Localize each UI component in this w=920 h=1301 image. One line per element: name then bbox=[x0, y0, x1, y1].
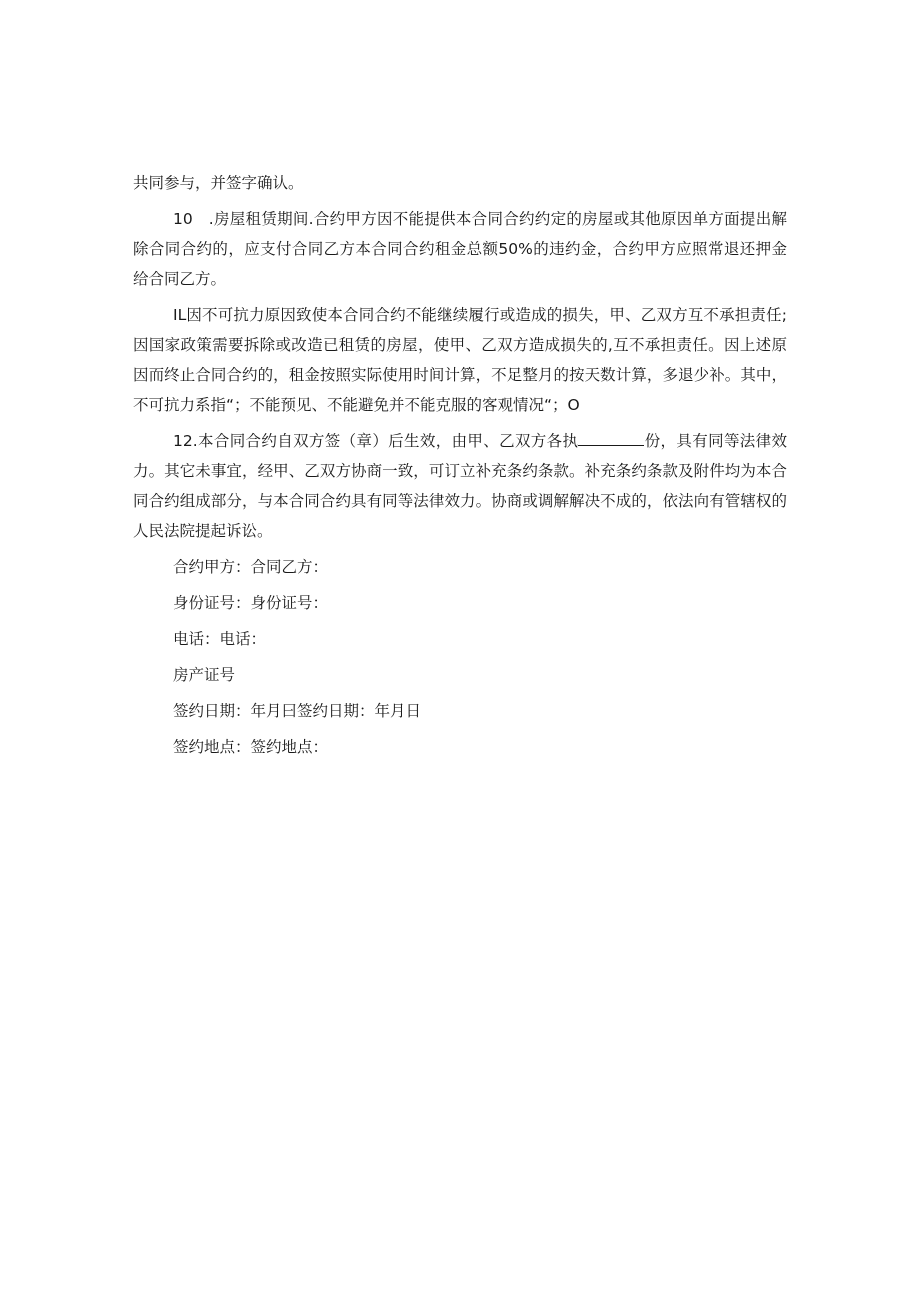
signature-id-numbers: 身份证号：身份证号： bbox=[173, 594, 329, 612]
signature-property-cert: 房产证号 bbox=[173, 666, 236, 684]
signature-phones: 电话：电话： bbox=[173, 630, 267, 648]
signature-dates: 签约日期：年月曰签约日期：年月日 bbox=[173, 702, 422, 720]
paragraph-continuation: 共同参与，并签字确认。 bbox=[133, 174, 304, 192]
clause-12 bbox=[133, 426, 787, 546]
clause-10: 10 .房屋租赁期间.合约甲方因不能提供本合同合约约定的房屋或其他原因单方面提出解除合同合约的，应支付合同乙方本合同合约租金总额50%的违约金，合约甲方应照常退还押金给合同乙方。 bbox=[133, 210, 787, 288]
clause-12-part-1: 12.本合同合约自双方签（章）后生效，由甲、乙双方各执 bbox=[173, 432, 579, 450]
signature-parties: 合约甲方：合同乙方： bbox=[173, 558, 329, 576]
copies-blank bbox=[578, 431, 644, 446]
signature-places: 签约地点：签约地点： bbox=[173, 738, 329, 756]
clause-12-part-2: 份，具有同等法律效力。其它未事宜，经甲、乙双方协商一致，可订立补充条约条款。补充条约条款及附件均为本合同合约组成部分，与本合同合约具有同等法律效力。协商或调解解决不成的，依法向有管辖权的人民法院提起诉讼。 bbox=[133, 432, 787, 540]
contract-body bbox=[133, 168, 787, 768]
clause-11: IL因不可抗力原因致使本合同合约不能继续履行或造成的损失，甲、乙双方互不承担责任;因国家政策需要拆除或改造已租赁的房屋，使甲、乙双方造成损失的,互不承担责任。因上述原因而终止合同合约的，租金按照实际使用时间计算，不足整月的按天数计算，多退少补。其中，不可抗力系指“；不能预见、不能避免并不能克服的客观情况“；O bbox=[133, 306, 787, 414]
